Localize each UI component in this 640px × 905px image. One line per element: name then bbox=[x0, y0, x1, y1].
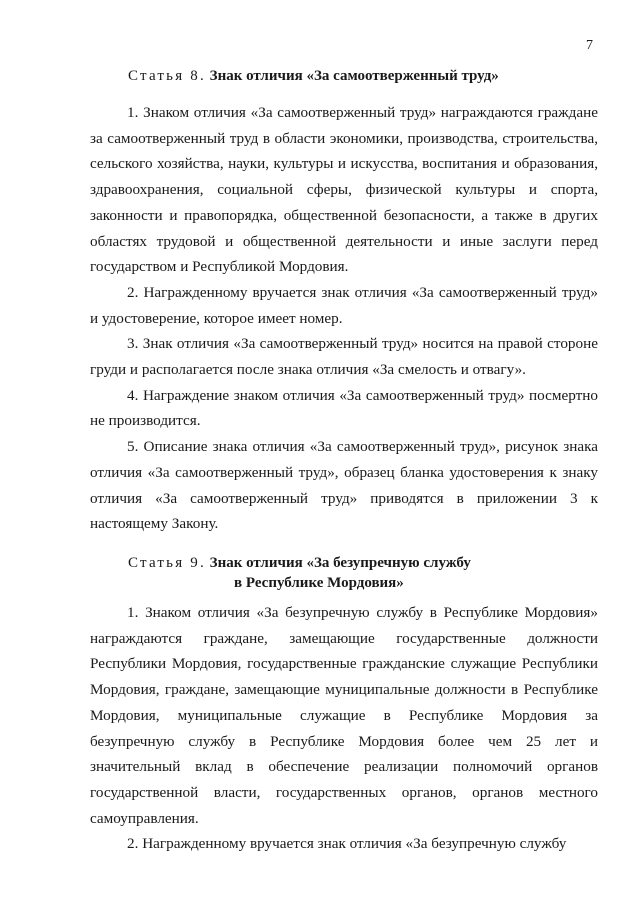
article-9-item-2: 2. Награжденному вручается знак отличия «За безупречную службу bbox=[127, 835, 567, 853]
article-8-heading bbox=[128, 66, 598, 86]
article-8-body bbox=[90, 100, 598, 537]
article-9-title-line-2: в Республике Мордовия» bbox=[234, 575, 404, 591]
article-9-heading bbox=[128, 553, 598, 593]
article-8-item-1: 1. Знаком отличия «За самоотверженный труд» награждаются граждане за самоотверженный труд в области экономики, производства, строительства, сельского хозяйства, науки, культуры и искусства, воспитания и образования, здравоохранения, социальной сферы, физической культуры и спорта, законности и правопорядка, общественной безопасности, а также в других областях трудовой и общественной деятельности и иные заслуги перед государством и Республикой Мордовия. bbox=[90, 104, 598, 276]
page-number: 7 bbox=[586, 38, 593, 53]
article-9-body bbox=[90, 600, 598, 857]
article-8-title: Знак отличия «За самоотверженный труд» bbox=[209, 68, 499, 84]
article-8-item-3: 3. Знак отличия «За самоотверженный труд» носится на правой стороне груди и располагается после знака отличия «За смелость и отвагу». bbox=[90, 335, 598, 379]
article-8-item-4: 4. Награждение знаком отличия «За самоотверженный труд» посмертно не производится. bbox=[90, 386, 598, 430]
article-9-item-1: 1. Знаком отличия «За безупречную службу в Республике Мордовия» награждаются граждане, замещающие государственные должности Республики Мордовия, государственные гражданские служащие Республики Мордовия, граждане, замещающие муниципальные должности в Республике Мордовия, муниципальные служащие в Республике Мордовия за безупречную службу в Республике Мордовия более чем 25 лет и значительный вклад в обеспечение реализации полномочий органов государственной власти, государственных органов, органов местного самоуправления. bbox=[90, 604, 598, 827]
article-9-title-line-1: Знак отличия «За безупречную службу bbox=[209, 555, 471, 571]
article-8-item-2: 2. Награжденному вручается знак отличия «За самоотверженный труд» и удостоверение, которое имеет номер. bbox=[90, 283, 598, 327]
article-8-item-5: 5. Описание знака отличия «За самоотверженный труд», рисунок знака отличия «За самоотверженный труд», образец бланка удостоверения к знаку отличия «За самоотверженный труд» приводятся в приложении 3 к настоящему Закону. bbox=[90, 438, 598, 533]
article-8-lead: Статья 8. bbox=[128, 68, 206, 84]
article-9-lead: Статья 9. bbox=[128, 555, 206, 571]
